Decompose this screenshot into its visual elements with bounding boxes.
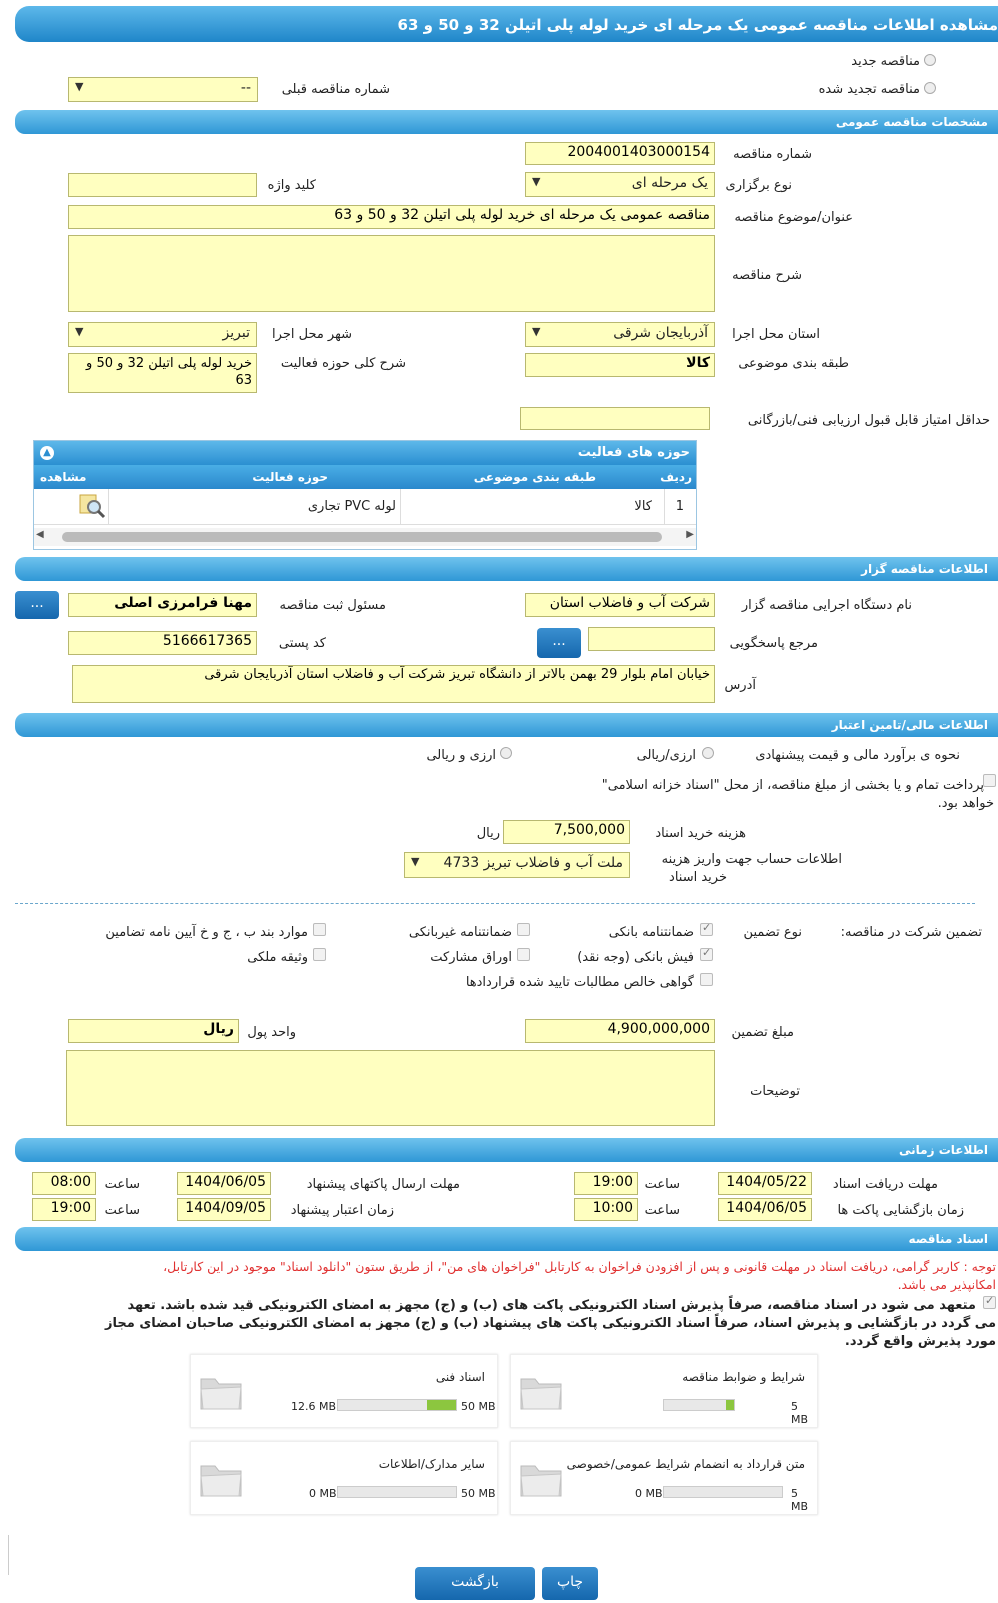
clauses-checkbox[interactable] [313,923,326,936]
description-label: شرح مناقصه [732,268,802,283]
opening-label: زمان بازگشایی پاکت ها [837,1203,964,1218]
doc-cost-field: 7,500,000 [503,820,630,844]
folder-icon [197,1369,245,1413]
print-button[interactable]: چاپ [542,1567,598,1600]
province-label: استان محل اجرا [732,327,820,342]
general-section-header [15,110,998,134]
holding-type-value: یک مرحله ای [631,175,708,191]
row-field: لوله PVC تجاری [307,499,396,514]
table-row [34,489,696,525]
general-section-title: مشخصات مناقصه عمومی [835,115,988,129]
organizer-section-header [15,557,998,581]
view-magnifier-icon[interactable] [78,493,106,519]
tender-number-label: شماره مناقصه [733,147,812,162]
registrar-label: مسئول ثبت مناقصه [279,598,386,613]
opening-hour-label: ساعت [644,1203,680,1218]
bank-check-checkbox[interactable] [700,948,713,961]
guarantee-amount-field: 4,900,000,000 [525,1019,715,1043]
scroll-right-icon[interactable]: ▶ [686,529,694,540]
row-category: کالا [634,499,652,514]
category-label: طبقه بندی موضوعی [738,356,849,371]
commitment-line3: مورد پذیرش واقع گردد. [844,1334,996,1349]
notes-field [66,1050,715,1126]
scroll-left-icon[interactable]: ◀ [36,529,44,540]
currency-field: ریال [68,1019,239,1043]
treasury-text-line1: پرداخت تمام و یا بخشی از مبلغ مناقصه، از محل "اسناد خزانه اسلامی" [601,778,984,793]
financial-section-header [15,713,998,737]
tender-number-field: 2004001403000154 [525,142,715,165]
folder-icon [517,1369,565,1413]
bank-guarantee-checkbox[interactable] [700,923,713,936]
file-max-size: 50 MB [461,1400,496,1413]
doc-cost-label: هزینه خرید اسناد [655,826,746,841]
account-select[interactable] [404,852,630,878]
download-notice-line2: امکانپذیر می باشد. [897,1277,996,1292]
page-title-bar [15,6,998,42]
new-tender-label: مناقصه جدید [851,54,920,69]
notes-label: توضیحات [750,1084,800,1099]
city-label: شهر محل اجرا [272,327,352,342]
col-view: مشاهده [40,470,87,484]
col-field: حوزه فعالیت [252,470,328,484]
property-label: وثیقه ملکی [247,950,308,965]
property-checkbox[interactable] [313,948,326,961]
currency-label: واحد پول [247,1025,296,1040]
activity-table-title-bar [34,441,696,465]
clauses-label: موارد بند ب ، ج و خ آیین نامه تضامین [105,925,308,940]
treasury-checkbox[interactable] [983,774,996,787]
prev-number-select[interactable] [68,77,258,102]
divider [15,903,975,904]
doc-deadline-time: 19:00 [574,1172,638,1195]
file-progress-bar [663,1486,783,1498]
guarantee-type-label: نوع تضمین [743,925,802,940]
col-category: طبقه بندی موضوعی [473,470,596,484]
opening-time: 10:00 [574,1198,638,1221]
commitment-line1: متعهد می شود در اسناد مناقصه، صرفاً پذیرش اسناد الکترونیکی پاکت های (ب) و (ج) مجهز به امضای الکترونیکی قید شده باشد. تعهد [127,1298,976,1313]
activity-table-title: حوزه های فعالیت [577,445,690,460]
file-card-technical[interactable] [190,1354,498,1428]
file-title: سایر مدارک/اطلاعات [378,1457,485,1471]
chevron-down-icon: ▼ [532,325,541,338]
file-current-size: 0 MB [309,1487,337,1500]
subject-label: عنوان/موضوع مناقصه [734,210,853,225]
account-value: ملت آب و فاضلاب تبریز 4733 [443,855,623,871]
reference-field [588,627,715,651]
validity-hour-label: ساعت [104,1203,140,1218]
prev-number-value: -- [240,80,251,96]
validity-time: 19:00 [32,1198,96,1221]
file-card-contract[interactable] [510,1441,818,1515]
send-deadline-label: مهلت ارسال پاکتهای پیشنهاد [306,1177,460,1192]
col-row: ردیف [660,470,692,484]
folder-icon [517,1456,565,1500]
row-number: 1 [675,499,684,514]
estimate-label: نحوه ی برآورد مالی و قیمت پیشنهادی [755,748,960,763]
activity-table [33,440,697,550]
file-progress-bar [337,1486,457,1498]
subject-field: مناقصه عمومی یک مرحله ای خرید لوله پلی اتیلن 32 و 50 و 63 [68,205,715,229]
collapse-icon[interactable]: ▲ [40,446,54,460]
keyword-label: کلید واژه [267,178,316,193]
validity-label: زمان اعتبار پیشنهاد [290,1203,394,1218]
file-card-conditions[interactable] [510,1354,818,1428]
description-field [68,235,715,312]
category-field: کالا [525,353,715,377]
folder-icon [197,1456,245,1500]
certificate-label: گواهی خالص مطالبات تایید شده قراردادها [465,975,694,990]
doc-deadline-label: مهلت دریافت اسناد [832,1177,938,1192]
org-name-label: نام دستگاه اجرایی مناقصه گزار [741,598,912,613]
doc-deadline-date: 1404/05/22 [718,1172,812,1195]
registrar-field: مهنا فرامرزی اصلی [68,593,257,617]
holding-type-select[interactable] [525,172,715,197]
postal-code-field: 5166617365 [68,631,257,655]
file-current-size: 0 MB [635,1487,663,1500]
both-currency-radio[interactable] [500,747,512,759]
bank-check-label: فیش بانکی (وجه نقد) [577,950,694,965]
timing-section-title: اطلاعات زمانی [899,1143,988,1157]
reference-label: مرجع پاسخگویی [729,636,818,651]
keyword-field[interactable] [68,173,257,197]
file-progress-bar [337,1399,457,1411]
scrollbar-thumb[interactable] [62,532,662,542]
address-field: خیابان امام بلوار 29 بهمن بالاتر از دانشگاه تبریز شرکت آب و فاضلاب استان آذربایجان شرقی [72,665,715,703]
file-title: اسناد فنی [435,1370,485,1384]
file-progress-bar [663,1399,735,1411]
validity-date: 1404/09/05 [177,1198,271,1221]
chevron-down-icon: ▼ [411,855,420,868]
commitment-checkbox[interactable] [983,1296,996,1309]
horizontal-scrollbar[interactable] [34,528,696,546]
file-max-size: 5 MB [791,1487,809,1513]
address-label: آدرس [724,678,756,693]
province-select[interactable] [525,322,715,347]
chevron-down-icon: ▼ [75,80,84,93]
non-bank-guarantee-checkbox[interactable] [517,923,530,936]
activity-desc-label: شرح کلی حوزه فعالیت [280,356,406,371]
file-title: متن قرارداد به انضمام شرایط عمومی/خصوصی [566,1457,805,1471]
file-max-size: 50 MB [461,1487,496,1500]
file-card-other[interactable] [190,1441,498,1515]
org-name-field: شرکت آب و فاضلاب استان [525,593,715,617]
back-button[interactable]: بازگشت [415,1567,535,1600]
chevron-down-icon: ▼ [532,175,541,188]
min-score-label: حداقل امتیاز قابل قبول ارزیابی فنی/بازرگانی [747,413,990,428]
doc-cost-unit: ریال [476,826,500,841]
opening-date: 1404/06/05 [718,1198,812,1221]
page-title: مشاهده اطلاعات مناقصه عمومی یک مرحله ای خرید لوله پلی اتیلن 32 و 50 و 63 [397,16,998,34]
bank-guarantee-label: ضمانتنامه بانکی [608,925,694,940]
file-max-size: 5 MB [791,1400,809,1426]
progress-fill [726,1400,734,1410]
divider [8,1535,9,1575]
certificate-checkbox[interactable] [700,973,713,986]
activity-desc-field: خرید لوله پلی اتیلن 32 و 50 و 63 [68,353,257,393]
progress-fill [427,1400,457,1410]
holding-type-label: نوع برگزاری [725,178,792,193]
send-deadline-hour-label: ساعت [104,1177,140,1192]
province-value: آذربایجان شرقی [613,325,708,341]
documents-section-title: اسناد مناقصه [908,1232,988,1246]
guarantee-amount-label: مبلغ تضمین [731,1025,794,1040]
organizer-section-title: اطلاعات مناقصه گزار [861,562,988,576]
financial-section-title: اطلاعات مالی/تامین اعتبار [831,718,988,732]
treasury-text-line2: خواهد بود. [937,796,994,811]
renewed-tender-label: مناقصه تجدید شده [818,82,920,97]
min-score-field [520,407,710,430]
bonds-checkbox[interactable] [517,948,530,961]
renewed-tender-radio[interactable] [924,82,936,94]
send-deadline-time: 08:00 [32,1172,96,1195]
city-value: تبریز [222,325,250,341]
timing-section-header [15,1138,998,1162]
rial-radio[interactable] [702,747,714,759]
doc-deadline-hour-label: ساعت [644,1177,680,1192]
account-label-2: خرید اسناد [669,870,727,885]
registrar-more-button[interactable]: ... [15,591,59,619]
activity-table-header [34,465,696,489]
rial-label: ارزی/ریالی [636,748,696,763]
both-currency-label: ارزی و ریالی [426,748,496,763]
non-bank-guarantee-label: ضمانتنامه غیربانکی [408,925,512,940]
participation-guarantee-label: تضمین شرکت در مناقصه: [840,925,982,940]
prev-number-label: شماره مناقصه قبلی [281,82,390,97]
chevron-down-icon: ▼ [75,325,84,338]
new-tender-radio[interactable] [924,54,936,66]
city-select[interactable] [68,322,257,347]
file-current-size: 12.6 MB [291,1400,337,1413]
send-deadline-date: 1404/06/05 [177,1172,271,1195]
file-title: شرایط و ضوابط مناقصه [682,1370,805,1384]
account-label-1: اطلاعات حساب جهت واریز هزینه [661,852,842,867]
commitment-line2: می گردد در بازگشایی و پذیرش اسناد، صرفاً اسناد الکترونیکی پاکت های پیشنهاد (ب) و (ج) مجهز به امضای الکترونیکی صاحبان امضای مجاز [105,1316,996,1331]
bonds-label: اوراق مشارکت [430,950,512,965]
reference-more-button[interactable]: ... [537,628,581,658]
postal-code-label: کد پستی [278,636,326,651]
documents-section-header [15,1227,998,1251]
download-notice-line1: توجه : کاربر گرامی، دریافت اسناد در مهلت قانونی و پس از افزودن فراخوان به کارتابل "فراخوان های من"، از طریق ستون "دانلود اسناد" موجود در این کارتابل، [163,1259,996,1274]
